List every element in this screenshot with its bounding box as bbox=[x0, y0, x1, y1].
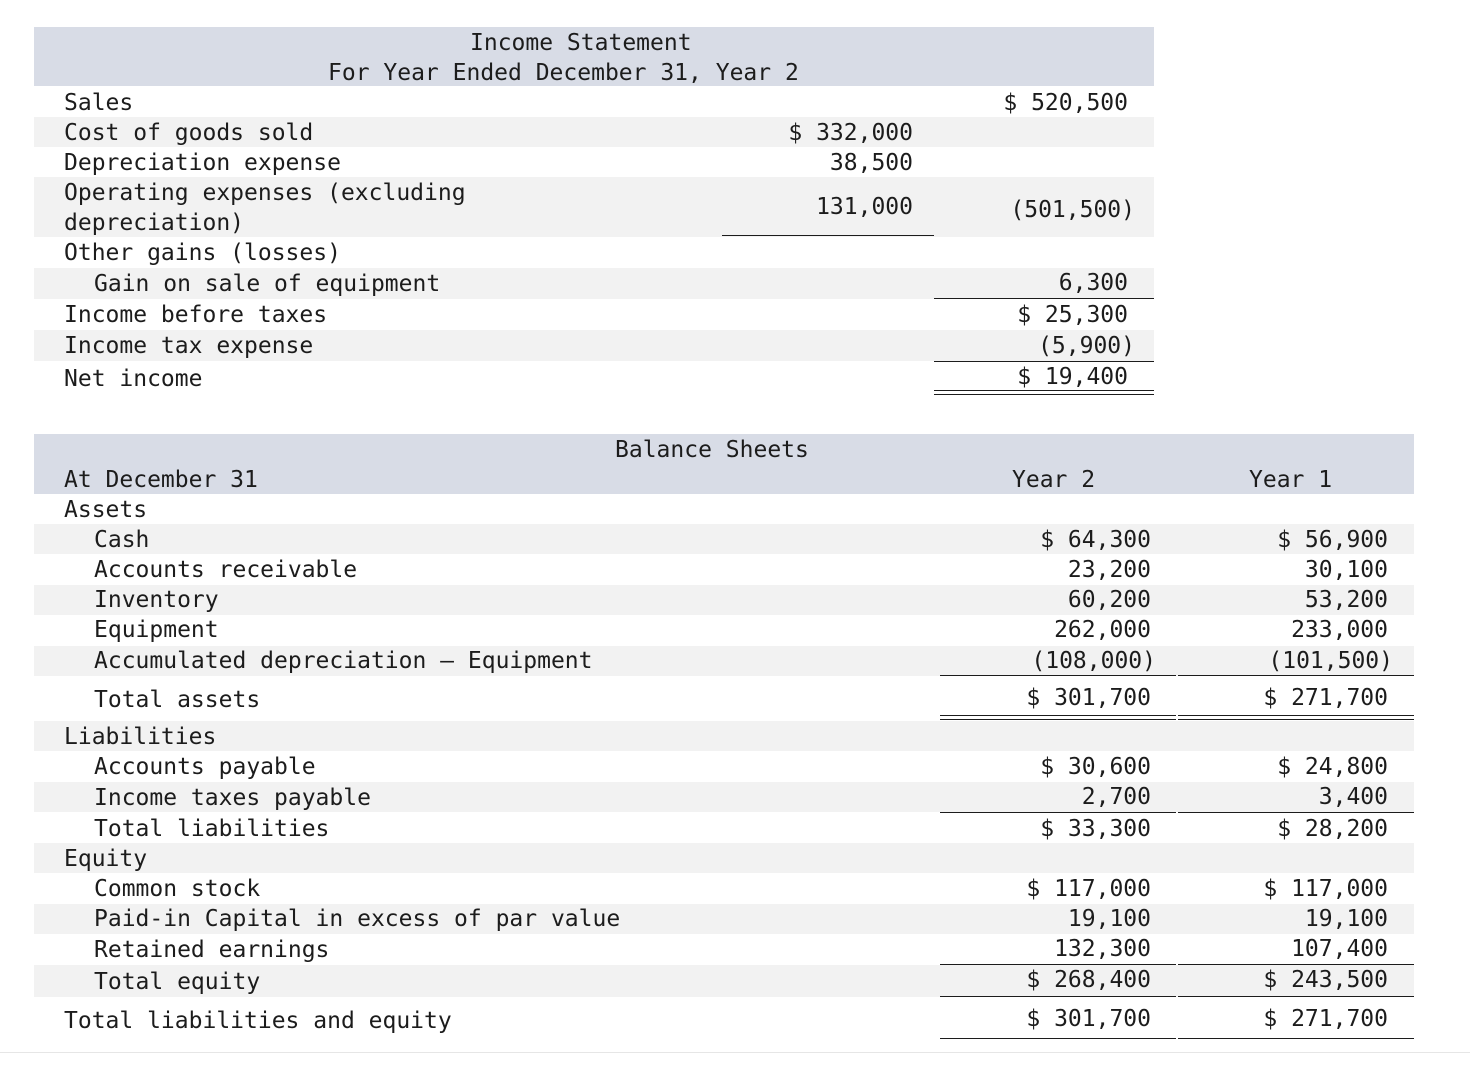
sales-label: Sales bbox=[64, 90, 134, 116]
total-assets-year2: $ 301,700 bbox=[1026, 685, 1151, 711]
cash-year1: $ 56,900 bbox=[1277, 527, 1388, 553]
underline bbox=[934, 298, 1154, 299]
assets-label: Assets bbox=[64, 497, 148, 523]
income-taxes-payable-year1: 3,400 bbox=[1318, 784, 1388, 810]
underline bbox=[1178, 812, 1414, 813]
equipment-label: Equipment bbox=[94, 617, 219, 643]
total-equity-year1: $ 243,500 bbox=[1263, 967, 1388, 993]
accounts-receivable-year2: 23,200 bbox=[1067, 557, 1151, 583]
paid-in-capital-label: Paid-in Capital in excess of par value bbox=[94, 906, 621, 932]
double-underline bbox=[940, 715, 1176, 720]
underline bbox=[1178, 675, 1414, 676]
common-stock-year1: $ 117,000 bbox=[1263, 876, 1388, 902]
accumulated-depreciation-year1: (101,500) bbox=[1268, 648, 1393, 674]
accounts-payable-label: Accounts payable bbox=[94, 754, 316, 780]
underline bbox=[940, 812, 1176, 813]
paid-in-capital-year1: 19,100 bbox=[1304, 906, 1388, 932]
income-before-taxes-label: Income before taxes bbox=[64, 302, 328, 328]
total-liabilities-year2: $ 33,300 bbox=[1040, 816, 1151, 842]
double-underline bbox=[1178, 715, 1414, 720]
column-header-year2: Year 2 bbox=[1012, 467, 1096, 493]
underline bbox=[1178, 996, 1414, 997]
operating-detail: 131,000 bbox=[816, 194, 913, 220]
cash-year2: $ 64,300 bbox=[1040, 527, 1151, 553]
balance-sheet-title: Balance Sheets bbox=[615, 437, 809, 463]
total-equity-year2: $ 268,400 bbox=[1026, 967, 1151, 993]
total-liabilities-year1: $ 28,200 bbox=[1277, 816, 1388, 842]
underline bbox=[940, 996, 1176, 997]
operating-label-line2: depreciation) bbox=[64, 210, 245, 236]
inventory-year2: 60,200 bbox=[1067, 587, 1151, 613]
income-taxes-payable-year2: 2,700 bbox=[1081, 784, 1151, 810]
accounts-receivable-label: Accounts receivable bbox=[94, 557, 358, 583]
common-stock-label: Common stock bbox=[94, 876, 261, 902]
double-underline bbox=[934, 390, 1154, 395]
row-band bbox=[34, 721, 1414, 751]
net-income-total: $ 19,400 bbox=[1017, 364, 1128, 390]
paid-in-capital-year2: 19,100 bbox=[1067, 906, 1151, 932]
inventory-label: Inventory bbox=[94, 587, 219, 613]
underline bbox=[1178, 964, 1414, 965]
income-statement-subtitle: For Year Ended December 31, Year 2 bbox=[328, 60, 799, 86]
cash-label: Cash bbox=[94, 527, 150, 553]
income-tax-expense-total: (5,900) bbox=[1038, 333, 1135, 359]
total-equity-label: Total equity bbox=[94, 969, 261, 995]
underline bbox=[940, 675, 1176, 676]
operating-label-line1: Operating expenses (excluding bbox=[64, 180, 466, 206]
depreciation-detail: 38,500 bbox=[829, 150, 913, 176]
depreciation-label: Depreciation expense bbox=[64, 150, 341, 176]
underline bbox=[940, 964, 1176, 965]
gain-total: 6,300 bbox=[1058, 270, 1128, 296]
inventory-year1: 53,200 bbox=[1304, 587, 1388, 613]
accounts-payable-year1: $ 24,800 bbox=[1277, 754, 1388, 780]
income-taxes-payable-label: Income taxes payable bbox=[94, 785, 371, 811]
retained-earnings-year1: 107,400 bbox=[1291, 936, 1388, 962]
common-stock-year2: $ 117,000 bbox=[1026, 876, 1151, 902]
income-tax-expense-label: Income tax expense bbox=[64, 333, 314, 359]
balance-sheet-date-label: At December 31 bbox=[64, 467, 258, 493]
income-before-taxes-total: $ 25,300 bbox=[1017, 302, 1128, 328]
gain-label: Gain on sale of equipment bbox=[94, 271, 441, 297]
income-statement-title: Income Statement bbox=[470, 30, 692, 56]
underline bbox=[940, 1038, 1176, 1039]
liabilities-label: Liabilities bbox=[64, 724, 217, 750]
accounts-payable-year2: $ 30,600 bbox=[1040, 754, 1151, 780]
retained-earnings-label: Retained earnings bbox=[94, 937, 330, 963]
total-liabilities-and-equity-label: Total liabilities and equity bbox=[64, 1008, 452, 1034]
column-header-year1: Year 1 bbox=[1249, 467, 1333, 493]
other-gains-label: Other gains (losses) bbox=[64, 240, 341, 266]
net-income-label: Net income bbox=[64, 366, 203, 392]
accumulated-depreciation-year2: (108,000) bbox=[1031, 648, 1156, 674]
equipment-year2: 262,000 bbox=[1054, 617, 1151, 643]
total-assets-label: Total assets bbox=[94, 687, 261, 713]
accounts-receivable-year1: 30,100 bbox=[1304, 557, 1388, 583]
cogs-detail: $ 332,000 bbox=[788, 120, 913, 146]
total-liabilities-and-equity-year1: $ 271,700 bbox=[1263, 1006, 1388, 1032]
bottom-divider bbox=[0, 1052, 1470, 1053]
equity-label: Equity bbox=[64, 846, 148, 872]
total-liabilities-and-equity-year2: $ 301,700 bbox=[1026, 1006, 1151, 1032]
row-band bbox=[34, 843, 1414, 873]
total-liabilities-label: Total liabilities bbox=[94, 816, 330, 842]
accumulated-depreciation-label: Accumulated depreciation – Equipment bbox=[94, 648, 593, 674]
underline bbox=[934, 361, 1154, 362]
operating-total: (501,500) bbox=[1010, 197, 1135, 223]
underline bbox=[1178, 1038, 1414, 1039]
underline bbox=[722, 235, 934, 236]
equipment-year1: 233,000 bbox=[1291, 617, 1388, 643]
total-assets-year1: $ 271,700 bbox=[1263, 685, 1388, 711]
sales-total: $ 520,500 bbox=[1003, 90, 1128, 116]
retained-earnings-year2: 132,300 bbox=[1054, 936, 1151, 962]
cogs-label: Cost of goods sold bbox=[64, 120, 314, 146]
